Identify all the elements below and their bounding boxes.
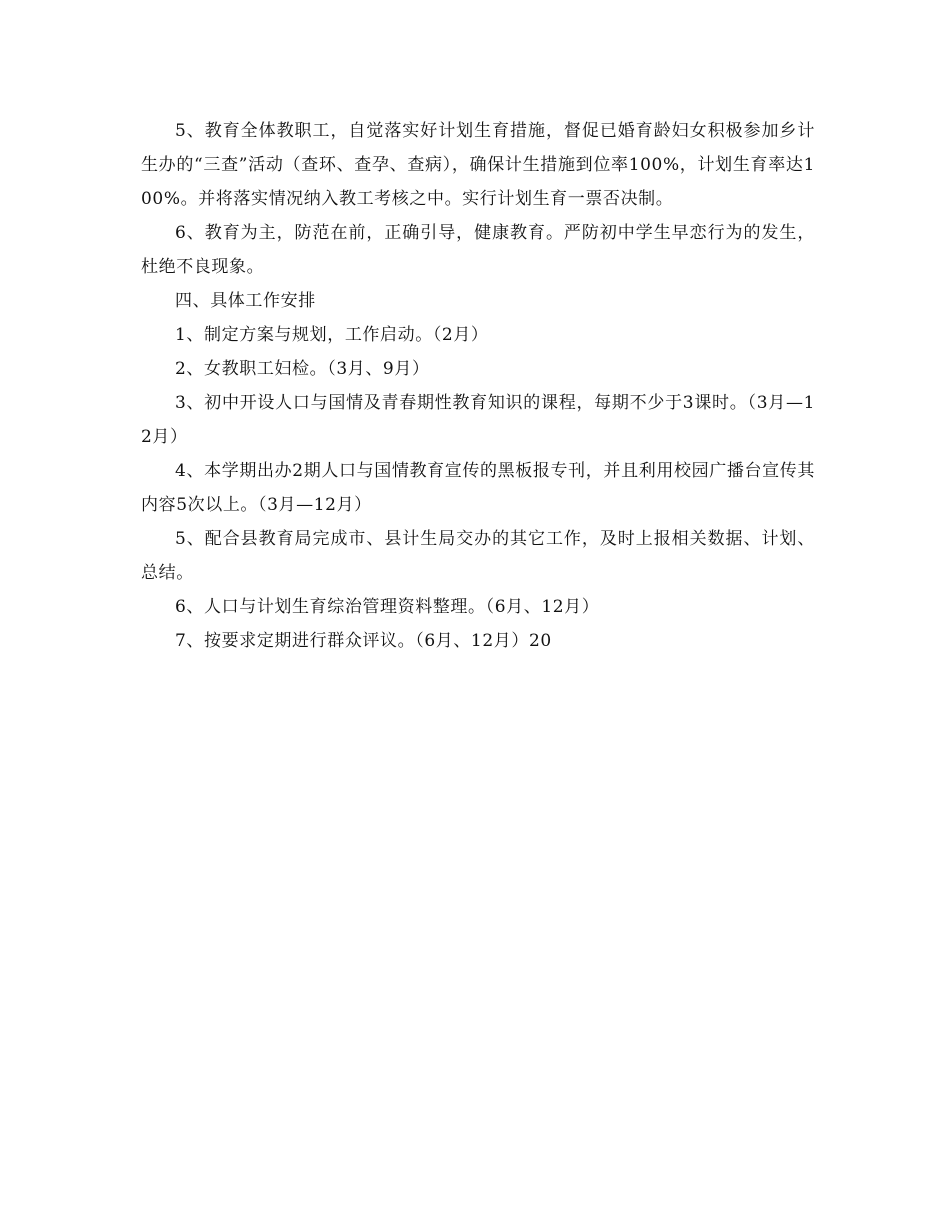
arrangement-item-5: 5、配合县教育局完成市、县计生局交办的其它工作，及时上报相关数据、计划、总结。	[141, 529, 815, 583]
paragraph-item-5-measures: 5、教育全体教职工，自觉落实好计划生育措施，督促已婚育龄妇女积极参加乡计生办的“三查”活动（查环、查孕、查病），确保计生措施到位率100%，计划生育率达100%。并将落实情况纳入教工考核之中。实行计划生育一票否决制。	[141, 121, 815, 209]
arrangement-item-6: 6、人口与计划生育综治管理资料整理。（6月、12月）	[175, 597, 600, 617]
section-heading-work-arrangement: 四、具体工作安排	[175, 291, 316, 311]
arrangement-item-2: 2、女教职工妇检。（3月、9月）	[175, 359, 430, 379]
arrangement-item-4: 4、本学期出办2期人口与国情教育宣传的黑板报专刊，并且利用校园广播台宣传其内容5次以上。（3月—12月）	[141, 461, 815, 515]
document-body	[141, 114, 815, 658]
arrangement-item-1: 1、制定方案与规划，工作启动。（2月）	[175, 325, 489, 345]
paragraph-item-6-education: 6、教育为主，防范在前，正确引导，健康教育。严防初中学生早恋行为的发生，杜绝不良现象。	[141, 223, 815, 277]
arrangement-item-7: 7、按要求定期进行群众评议。（6月、12月）20	[175, 631, 552, 651]
arrangement-item-3: 3、初中开设人口与国情及青春期性教育知识的课程，每期不少于3课时。（3月—12月）	[141, 393, 815, 447]
